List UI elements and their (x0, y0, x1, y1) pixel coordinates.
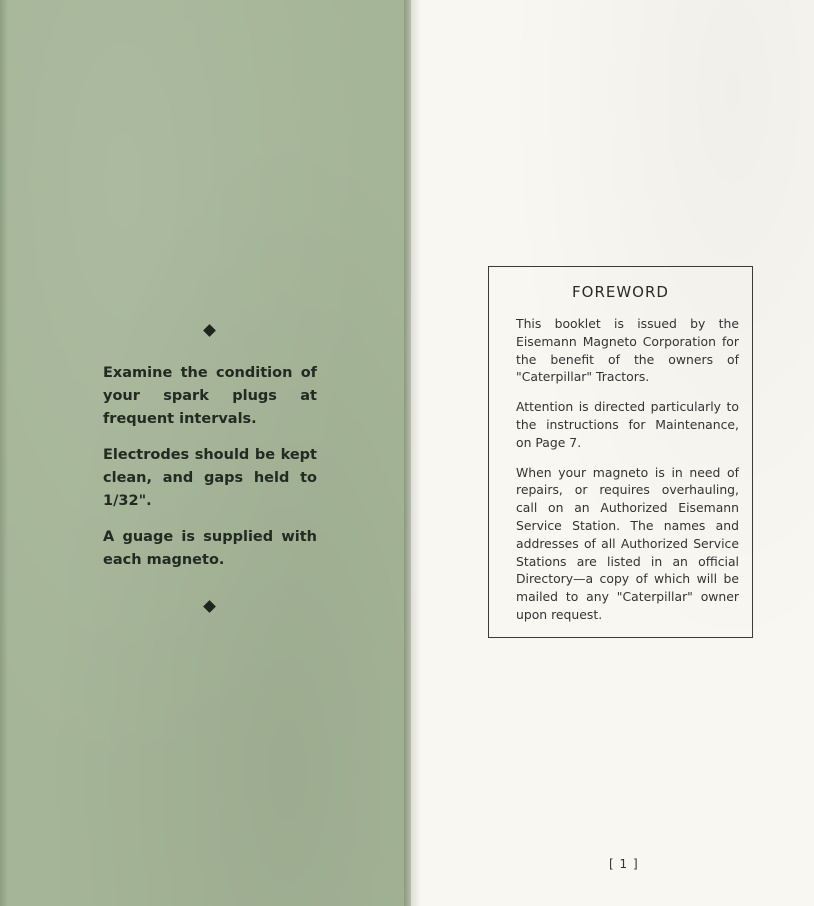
diamond-ornament-icon (203, 324, 216, 337)
left-page-edge (0, 0, 8, 906)
foreword-title: FOREWORD (572, 283, 669, 301)
page-number: [ 1 ] (609, 857, 639, 871)
gutter-shadow (411, 0, 421, 906)
foreword-body (489, 315, 752, 624)
spark-plug-paragraph-2: Electrodes should be kept clean, and gaps held to 1/32". (103, 447, 317, 509)
right-page (411, 0, 814, 906)
spark-plug-note (103, 362, 317, 585)
foreword-paragraph-3: When your magneto is in need of repairs, or requires overhauling, call on an Authorized Eisemann Service Station. The names and addresses of all Authorized Service Stations are listed in an official Directory—a copy of which will be mailed to any "Caterpillar" owner upon request. (516, 464, 739, 622)
foreword-box (488, 266, 753, 638)
spark-plug-paragraph-3: A guage is supplied with each magneto. (103, 529, 317, 568)
spark-plug-paragraph-1: Examine the condition of your spark plugs at frequent intervals. (103, 365, 317, 427)
foreword-paragraph-2: Attention is directed particularly to the instructions for Maintenance, on Page 7. (516, 399, 739, 450)
diamond-ornament-icon (203, 600, 216, 613)
foreword-paragraph-1: This booklet is issued by the Eisemann Magneto Corporation for the benefit of the owners of "Caterpillar" Tractors. (516, 316, 739, 385)
